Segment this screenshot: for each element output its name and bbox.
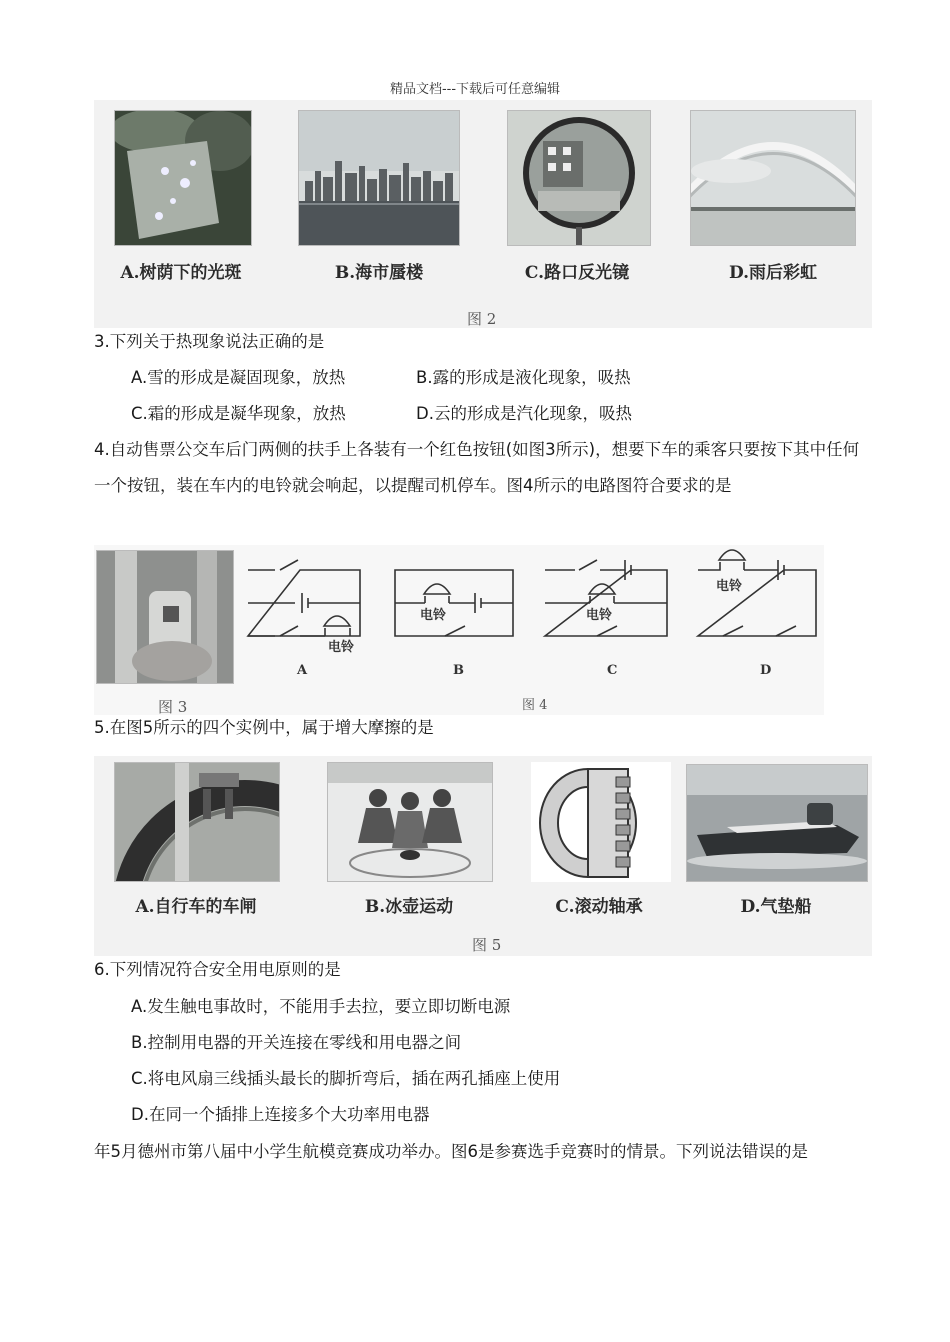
figure-5-label: 图 5 [472, 936, 502, 954]
circuit-d-label: D [760, 663, 772, 678]
circuit-c-bell-label: 电铃 [586, 608, 613, 623]
circuit-a-label: A [297, 663, 308, 678]
circuit-b-bell-label: 电铃 [420, 608, 447, 623]
figure-2-caption-d: D.雨后彩虹 [728, 263, 818, 283]
question-7-stem: 年5月德州市第八届中小学生航模竞赛成功举办。图6是参赛选手竞赛时的情景。下列说法错误的是 [94, 1142, 808, 1161]
figure-2-caption-a: A.树荫下的光斑 [120, 263, 242, 283]
photo-convex-mirror [507, 110, 651, 246]
photo-rolling-bearing [531, 762, 671, 882]
photo-mirage [298, 110, 460, 246]
question-3-option-d: D.云的形成是汽化现象，吸热 [416, 404, 632, 423]
question-3-option-a: A.雪的形成是凝固现象，放热 [131, 368, 346, 387]
figure-5-caption-c: C.滚动轴承 [555, 897, 643, 917]
question-6-stem: 6.下列情况符合安全用电原则的是 [94, 960, 341, 979]
figure-5-caption-d: D.气垫船 [740, 897, 812, 917]
figure-2-label: 图 2 [467, 310, 497, 328]
question-6-option-a: A.发生触电事故时，不能用手去拉，要立即切断电源 [131, 997, 511, 1016]
circuit-a [248, 560, 360, 636]
circuit-b [395, 570, 513, 636]
question-6-option-b: B.控制用电器的开关连接在零线和用电器之间 [131, 1033, 462, 1052]
figure-5-caption-a: A.自行车的车闸 [135, 897, 257, 917]
figure-4-label: 图 4 [522, 698, 548, 713]
question-6-option-d: D.在同一个插排上连接多个大功率用电器 [131, 1105, 430, 1124]
page-header: 精品文档---下载后可任意编辑 [389, 82, 561, 97]
circuit-d-bell-label: 电铃 [716, 579, 743, 594]
photo-hovercraft [686, 764, 868, 882]
figure-2-caption-b: B.海市蜃楼 [334, 263, 424, 283]
figure-3-label: 图 3 [158, 698, 188, 716]
photo-rainbow [690, 110, 856, 246]
question-3-option-c: C.霜的形成是凝华现象，放热 [131, 404, 346, 423]
question-3-stem: 3.下列关于热现象说法正确的是 [94, 332, 325, 351]
circuit-a-bell-label: 电铃 [328, 640, 355, 655]
figure-5-caption-b: B.冰壶运动 [364, 897, 454, 917]
circuit-c [545, 560, 667, 636]
photo-tree-shade-light-spots [114, 110, 252, 246]
photo-curling [327, 762, 493, 882]
question-4-stem: 4.自动售票公交车后门两侧的扶手上各装有一个红色按钮(如图3所示)，想要下车的乘客只要按下其中任何一个按钮，装在车内的电铃就会响起，以提醒司机停车。图4所示的电路图符合要求的是 [94, 440, 860, 495]
question-3-option-b: B.露的形成是液化现象，吸热 [416, 368, 631, 387]
circuit-b-label: B [453, 663, 464, 678]
photo-bicycle-brake [114, 762, 280, 882]
figure-2-caption-c: C.路口反光镜 [524, 263, 630, 283]
question-5-stem: 5.在图5所示的四个实例中，属于增大摩擦的是 [94, 718, 434, 737]
question-6-option-c: C.将电风扇三线插头最长的脚折弯后，插在两孔插座上使用 [131, 1069, 561, 1088]
photo-bus-button [96, 550, 234, 684]
circuit-c-label: C [607, 663, 618, 678]
